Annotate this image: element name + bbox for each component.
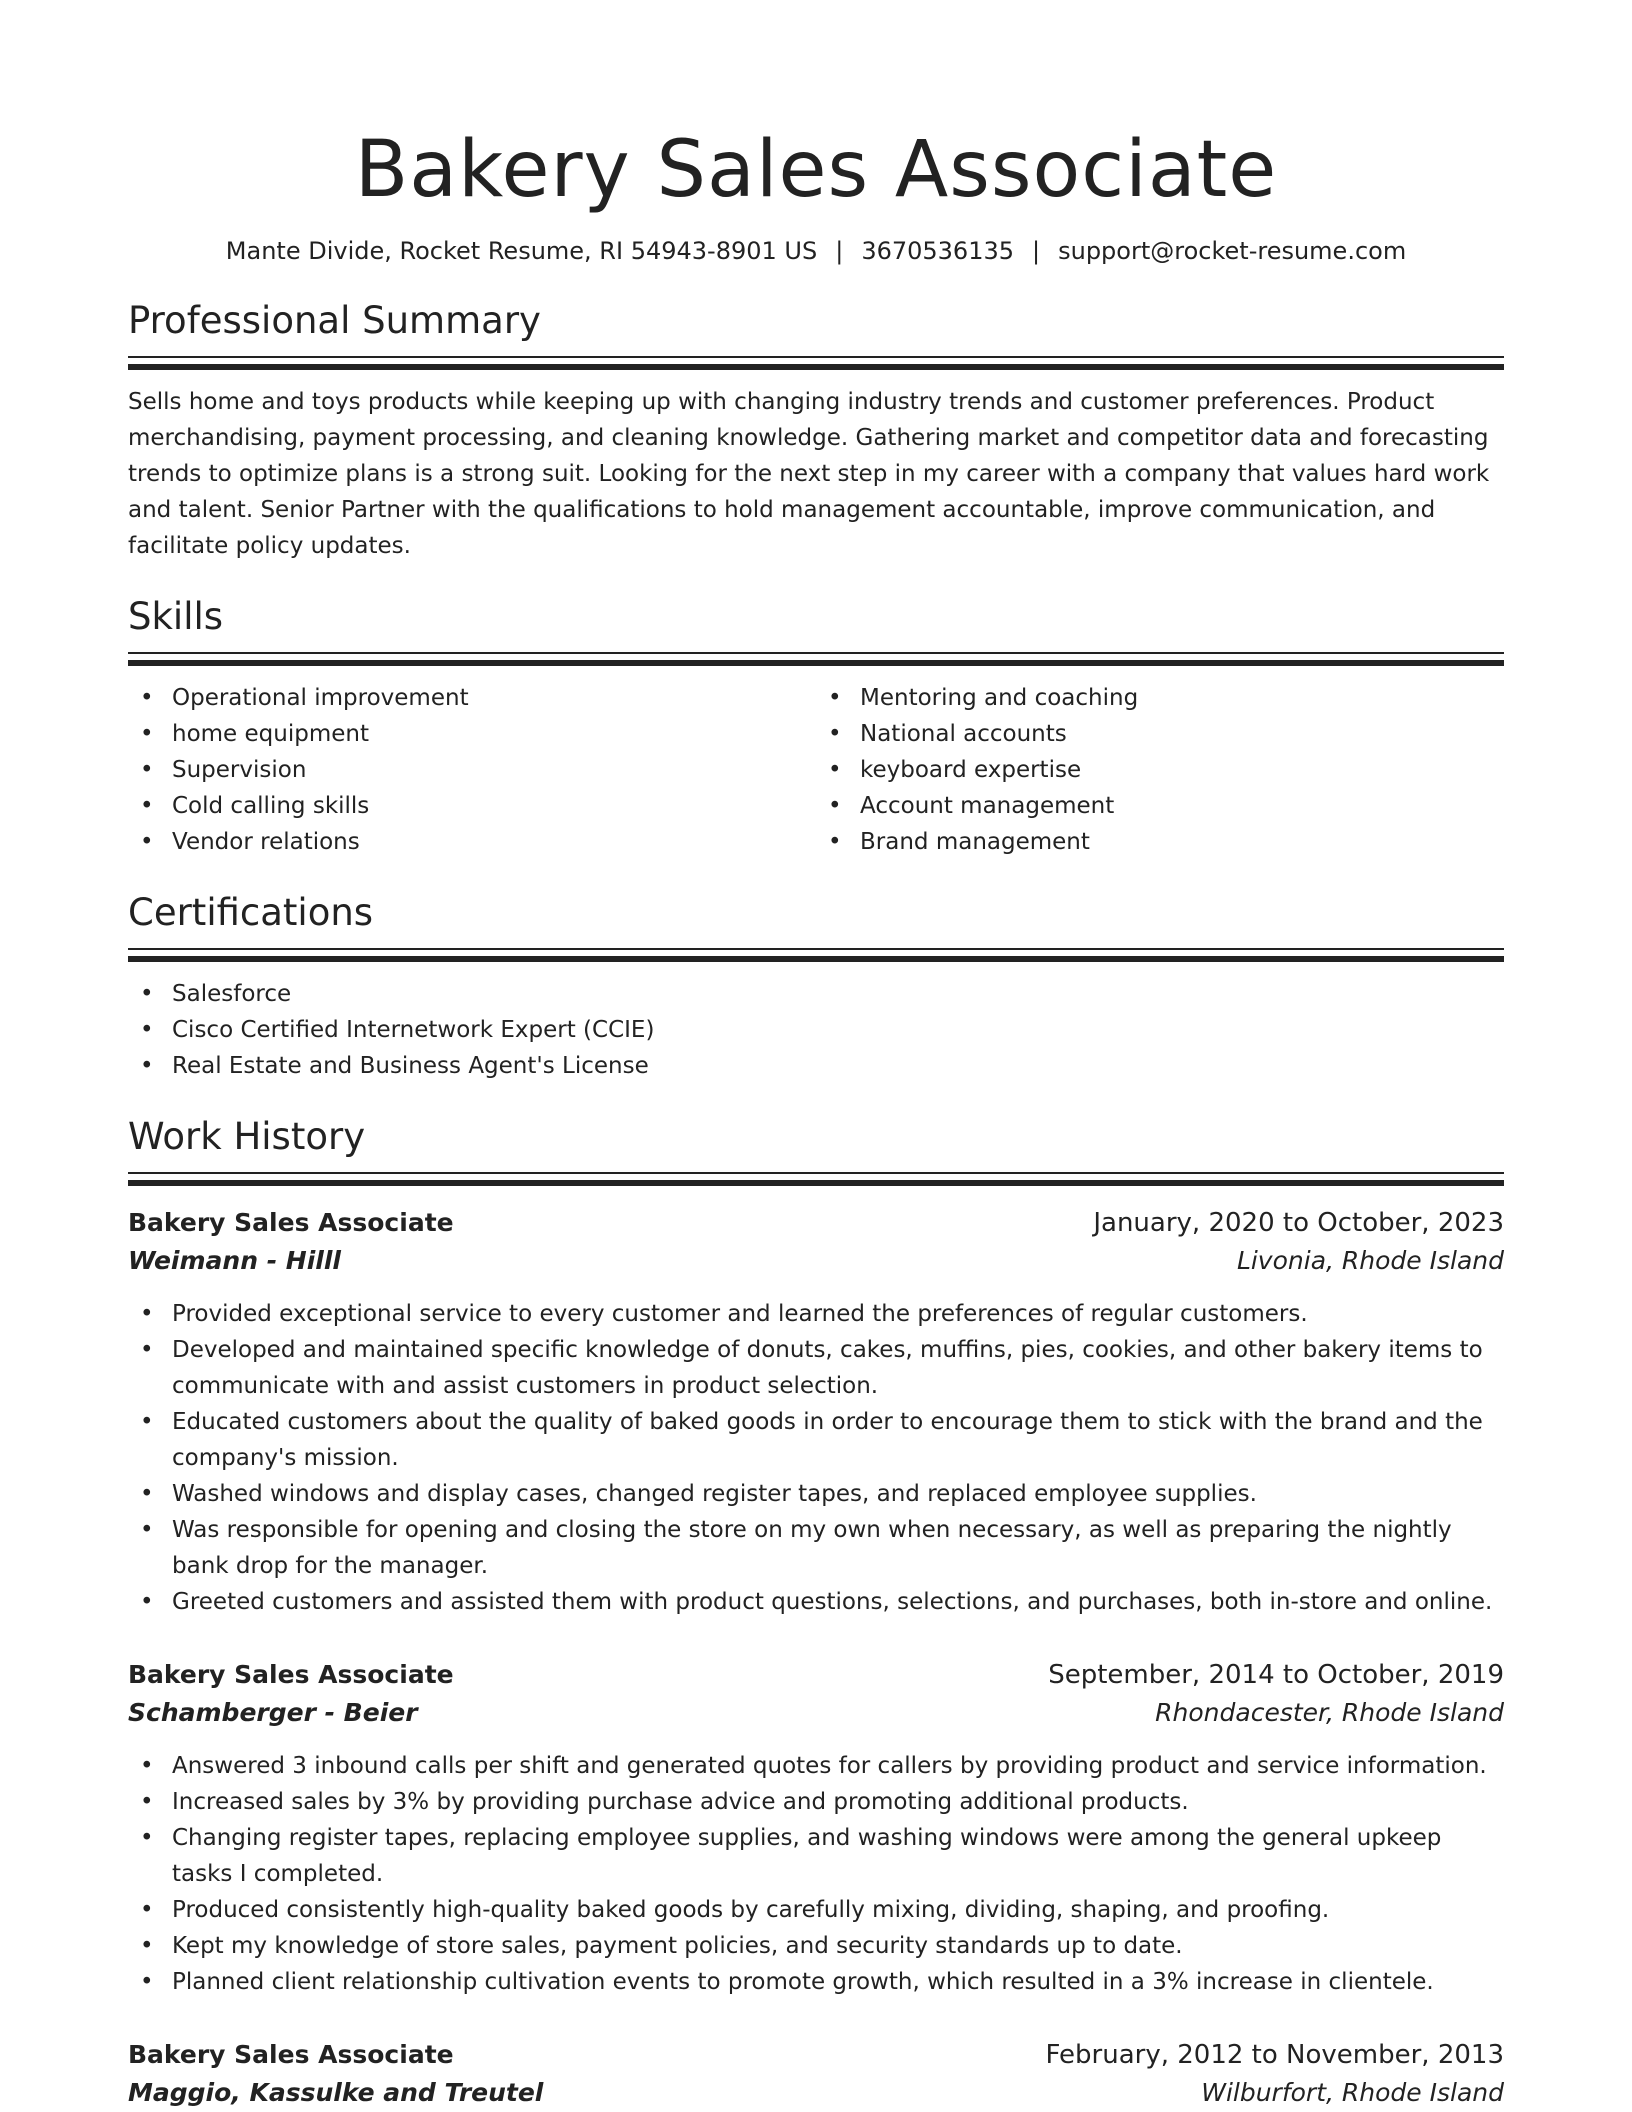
- section-divider: [128, 948, 1504, 962]
- bullet-icon: •: [140, 1969, 154, 1995]
- job-company: Schamberger - Beier: [128, 1698, 418, 1727]
- list-item: [128, 1332, 1504, 1404]
- job-subheader-row: [128, 2074, 1504, 2112]
- list-item: [128, 1820, 1504, 1892]
- job-header-row: [128, 1204, 1504, 1242]
- job-location: Wilburfort, Rhode Island: [1201, 2078, 1504, 2107]
- bullet-icon: •: [828, 757, 842, 783]
- list-item: [128, 1964, 1504, 2000]
- list-item-text: Educated customers about the quality of baked goods in order to encourage them to stick with the brand and the company's mission.: [172, 1409, 1483, 1471]
- list-item-text: keyboard expertise: [860, 757, 1082, 783]
- contact-line: [128, 234, 1504, 268]
- list-item: [128, 1404, 1504, 1476]
- job-entry: [128, 1656, 1504, 2000]
- list-item-text: Mentoring and coaching: [860, 685, 1139, 711]
- list-item-text: Washed windows and display cases, changed register tapes, and replaced employee supplies.: [172, 1481, 1257, 1507]
- list-item-text: Answered 3 inbound calls per shift and generated quotes for callers by providing product and service information.: [172, 1753, 1487, 1779]
- resume-page: [128, 0, 1504, 2112]
- job-company: Weimann - Hilll: [128, 1246, 342, 1275]
- list-item-text: Planned client relationship cultivation events to promote growth, which resulted in a 3% increase in clientele.: [172, 1969, 1434, 1995]
- list-item: [128, 1296, 1504, 1332]
- section-title-summary: Professional Summary: [128, 299, 541, 342]
- list-item-text: Increased sales by 3% by providing purchase advice and promoting additional products.: [172, 1789, 1189, 1815]
- list-item-text: Supervision: [172, 757, 307, 783]
- job-entry: [128, 1204, 1504, 1620]
- list-item: [128, 680, 816, 716]
- contact-separator: |: [835, 237, 844, 265]
- contact-address: Mante Divide, Rocket Resume, RI 54943-8901 US: [225, 237, 818, 265]
- list-item: [128, 1748, 1504, 1784]
- section-divider: [128, 1172, 1504, 1186]
- job-title: Bakery Sales Associate: [128, 1660, 454, 1689]
- job-bullets: [128, 1296, 1504, 1620]
- job-dates: January, 2020 to October, 2023: [1093, 1208, 1504, 1238]
- bullet-icon: •: [828, 829, 842, 855]
- list-item: [128, 1928, 1504, 1964]
- list-item: [816, 824, 1504, 860]
- bullet-icon: •: [140, 721, 154, 747]
- job-bullets: [128, 1748, 1504, 2000]
- job-subheader-row: [128, 1694, 1504, 1732]
- list-item: [128, 752, 816, 788]
- bullet-icon: •: [828, 793, 842, 819]
- resume-name: Bakery Sales Associate: [354, 125, 1278, 215]
- list-item: [128, 788, 816, 824]
- certifications-section: [128, 888, 1504, 1084]
- contact-email: support@rocket-resume.com: [1058, 237, 1407, 265]
- section-title-certifications: Certifications: [128, 891, 374, 934]
- bullet-icon: •: [140, 981, 154, 1007]
- bullet-icon: •: [140, 1933, 154, 1959]
- job-header-row: [128, 2036, 1504, 2074]
- job-header-row: [128, 1656, 1504, 1694]
- bullet-icon: •: [140, 1409, 154, 1435]
- list-item-text: Was responsible for opening and closing the store on my own when necessary, as well as preparing the nightly bank drop for the manager.: [172, 1517, 1452, 1579]
- skills-columns: [128, 680, 1504, 860]
- bullet-icon: •: [140, 1589, 154, 1615]
- list-item-text: Kept my knowledge of store sales, payment policies, and security standards up to date.: [172, 1933, 1183, 1959]
- jobs-list: [128, 1204, 1504, 2112]
- bullet-icon: •: [140, 793, 154, 819]
- bullet-icon: •: [140, 1301, 154, 1327]
- work-history-section: [128, 1112, 1504, 2112]
- job-title: Bakery Sales Associate: [128, 1208, 454, 1237]
- section-title-skills: Skills: [128, 595, 224, 638]
- skills-list-left: [128, 680, 816, 860]
- list-item-text: Cold calling skills: [172, 793, 370, 819]
- section-divider: [128, 356, 1504, 370]
- list-item: [128, 824, 816, 860]
- list-item-text: National accounts: [860, 721, 1067, 747]
- list-item: [816, 788, 1504, 824]
- bullet-icon: •: [140, 1753, 154, 1779]
- list-item: [128, 716, 816, 752]
- bullet-icon: •: [140, 829, 154, 855]
- list-item: [128, 1892, 1504, 1928]
- job-location: Rhondacester, Rhode Island: [1155, 1698, 1504, 1727]
- bullet-icon: •: [140, 1017, 154, 1043]
- list-item-text: Produced consistently high-quality baked goods by carefully mixing, dividing, shaping, and proofing.: [172, 1897, 1330, 1923]
- list-item-text: Cisco Certified Internetwork Expert (CCIE): [172, 1017, 655, 1043]
- skills-list-right: [816, 680, 1504, 860]
- list-item-text: Operational improvement: [172, 685, 469, 711]
- summary-text: Sells home and toys products while keeping up with changing industry trends and customer preferences. Product merchandising, payment processing, and cleaning knowledge. Gathering market and competitor data and forecasting trends to optimize plans is a strong suit. Looking for the next step in my career with a company that values hard work and talent. Senior Partner with the qualifications to hold management accountable, improve communication, and facilitate policy updates.: [128, 389, 1490, 559]
- contact-separator: |: [1032, 237, 1041, 265]
- bullet-icon: •: [828, 685, 842, 711]
- bullet-icon: •: [140, 1337, 154, 1363]
- bullet-icon: •: [140, 1789, 154, 1815]
- contact-phone: 3670536135: [861, 237, 1015, 265]
- list-item-text: Salesforce: [172, 981, 292, 1007]
- job-title: Bakery Sales Associate: [128, 2040, 454, 2069]
- skills-section: [128, 592, 1504, 860]
- list-item-text: Brand management: [860, 829, 1090, 855]
- section-title-work-history: Work History: [128, 1115, 366, 1158]
- list-item-text: Account management: [860, 793, 1115, 819]
- list-item: [128, 1512, 1504, 1584]
- bullet-icon: •: [140, 1517, 154, 1543]
- list-item-text: Real Estate and Business Agent's License: [172, 1053, 649, 1079]
- list-item: [128, 976, 1504, 1012]
- section-divider: [128, 652, 1504, 666]
- list-item-text: Developed and maintained specific knowledge of donuts, cakes, muffins, pies, cookies, and other bakery items to communicate with and assist customers in product selection.: [172, 1337, 1483, 1399]
- summary-section: [128, 296, 1504, 564]
- certifications-list: [128, 976, 1504, 1084]
- list-item: [128, 1048, 1504, 1084]
- list-item-text: Greeted customers and assisted them with product questions, selections, and purchases, both in-store and online.: [172, 1589, 1493, 1615]
- list-item: [128, 1784, 1504, 1820]
- list-item-text: Provided exceptional service to every customer and learned the preferences of regular customers.: [172, 1301, 1308, 1327]
- bullet-icon: •: [140, 1481, 154, 1507]
- bullet-icon: •: [828, 721, 842, 747]
- list-item: [816, 716, 1504, 752]
- job-dates: February, 2012 to November, 2013: [1045, 2040, 1504, 2070]
- job-location: Livonia, Rhode Island: [1236, 1246, 1504, 1275]
- list-item: [816, 680, 1504, 716]
- bullet-icon: •: [140, 757, 154, 783]
- job-dates: September, 2014 to October, 2019: [1048, 1660, 1504, 1690]
- list-item: [816, 752, 1504, 788]
- job-entry: [128, 2036, 1504, 2112]
- bullet-icon: •: [140, 1053, 154, 1079]
- list-item: [128, 1476, 1504, 1512]
- bullet-icon: •: [140, 685, 154, 711]
- list-item-text: home equipment: [172, 721, 369, 747]
- bullet-icon: •: [140, 1825, 154, 1851]
- list-item: [128, 1012, 1504, 1048]
- list-item-text: Vendor relations: [172, 829, 360, 855]
- job-subheader-row: [128, 1242, 1504, 1280]
- list-item: [128, 1584, 1504, 1620]
- job-company: Maggio, Kassulke and Treutel: [128, 2078, 544, 2107]
- bullet-icon: •: [140, 1897, 154, 1923]
- list-item-text: Changing register tapes, replacing employee supplies, and washing windows were among the general upkeep tasks I completed.: [172, 1825, 1442, 1887]
